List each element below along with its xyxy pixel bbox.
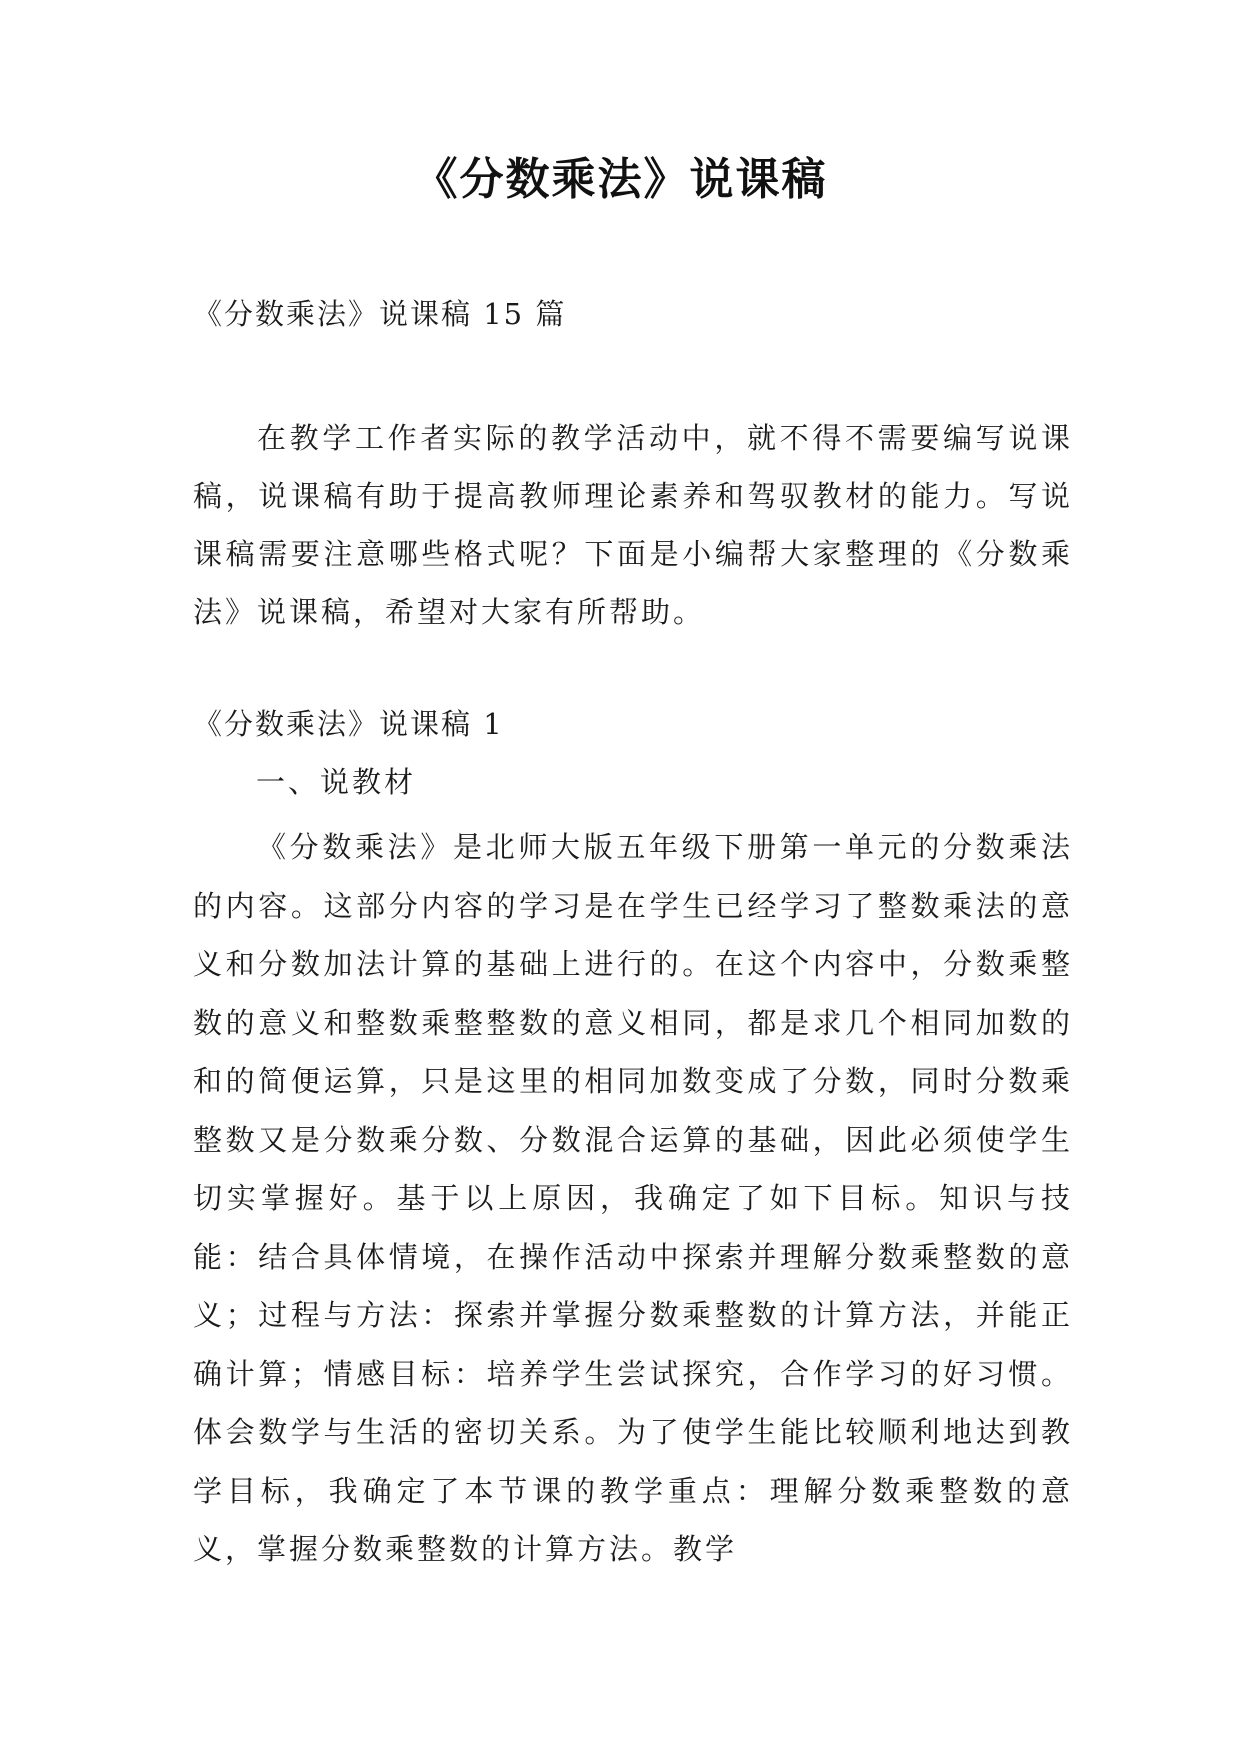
section-heading: 一、说教材 [256, 765, 417, 799]
document-subtitle: 《分数乘法》说课稿 15 篇 [193, 297, 567, 331]
document-title: 《分数乘法》说课稿 [413, 154, 828, 205]
intro-paragraph: 在教学工作者实际的教学活动中，就不得不需要编写说课稿，说课稿有助于提高教师理论素养和驾驭教材的能力。写说课稿需要注意哪些格式呢？下面是小编帮大家整理的《分数乘法》说课稿，希望对大家有所帮助。 [193, 421, 1073, 629]
section-title: 《分数乘法》说课稿 1 [193, 707, 504, 741]
body-paragraph: 《分数乘法》是北师大版五年级下册第一单元的分数乘法的内容。这部分内容的学习是在学生已经学习了整数乘法的意义和分数加法计算的基础上进行的。在这个内容中，分数乘整数的意义和整数乘整整数的意义相同，都是求几个相同加数的和的简便运算，只是这里的相同加数变成了分数，同时分数乘整数又是分数乘分数、分数混合运算的基础，因此必须使学生切实掌握好。基于以上原因，我确定了如下目标。知识与技能：结合具体情境，在操作活动中探索并理解分数乘整数的意义；过程与方法：探索并掌握分数乘整数的计算方法，并能正确计算；情感目标：培养学生尝试探究，合作学习的好习惯。体会数学与生活的密切关系。为了使学生能比较顺利地达到教学目标，我确定了本节课的教学重点：理解分数乘整数的意义，掌握分数乘整数的计算方法。教学 [193, 830, 1073, 1566]
